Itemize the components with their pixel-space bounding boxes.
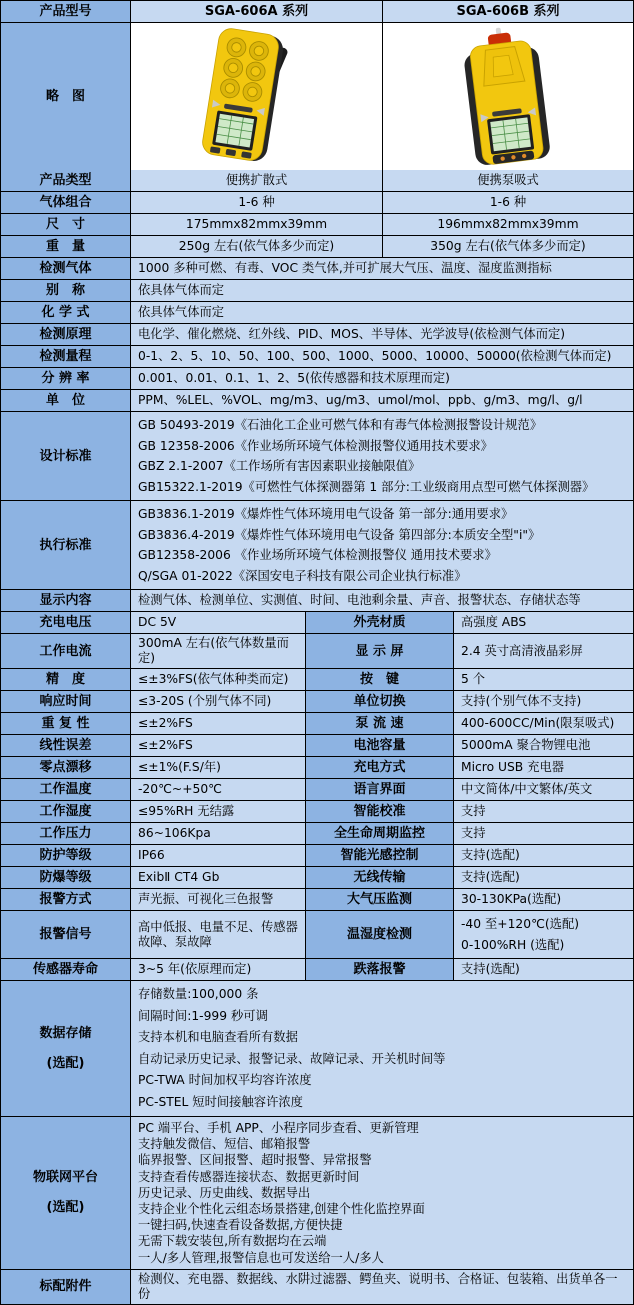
- label-line: 物联网平台: [32, 1170, 98, 1186]
- spec-value: 86~106Kpa: [130, 823, 305, 844]
- spec-label: 大气压监测: [305, 889, 453, 910]
- spec-row: [1, 346, 633, 368]
- spec-row-data-storage: [1, 981, 633, 1117]
- iot-line: 一人/多人管理,报警信息也可发送给一人/多人: [138, 1250, 384, 1265]
- spec-value-b: 便携泵吸式: [382, 170, 633, 191]
- spec-row: [1, 735, 633, 757]
- spec-label: 温湿度检测: [305, 911, 453, 958]
- spec-label: 单位切换: [305, 691, 453, 712]
- storage-line: PC-TWA 时间加权平均容许浓度: [138, 1073, 312, 1087]
- spec-row-sketch: [1, 23, 633, 170]
- spec-value-a: 便携扩散式: [130, 170, 382, 191]
- spec-label: 检测量程: [1, 346, 130, 367]
- spec-value: ≤±2%FS: [130, 735, 305, 756]
- model-a-title: SGA-606A 系列: [130, 1, 382, 22]
- spec-label: 电池容量: [305, 735, 453, 756]
- spec-label: 充电电压: [1, 612, 130, 633]
- spec-value: 检测仪、充电器、数据线、水阱过滤器、鳄鱼夹、说明书、合格证、包装箱、出货单各一份: [130, 1270, 633, 1304]
- value-line: 0-100%RH (选配): [461, 937, 565, 952]
- spec-label: 产品类型: [1, 170, 130, 191]
- spec-value: 5000mA 聚合物锂电池: [453, 735, 633, 756]
- spec-value: 电化学、催化燃烧、红外线、PID、MOS、半导体、光学波导(依检测气体而定): [130, 324, 633, 345]
- spec-value: [130, 981, 633, 1116]
- spec-label: 报警信号: [1, 911, 130, 958]
- spec-row: [1, 192, 633, 214]
- iot-line: 支持触发微信、短信、邮箱报警: [138, 1137, 311, 1152]
- storage-line: 间隔时间:1-999 秒可调: [138, 1008, 268, 1023]
- spec-value: 支持(选配): [453, 867, 633, 888]
- spec-row: [1, 634, 633, 669]
- spec-label: 执行标准: [1, 501, 130, 589]
- spec-row-accessories: [1, 1270, 633, 1304]
- spec-row: [1, 368, 633, 390]
- spec-value: 依具体气体而定: [130, 302, 633, 323]
- spec-label: 精 度: [1, 669, 130, 690]
- spec-value-b: 350g 左右(依气体多少而定): [382, 236, 633, 257]
- spec-value: ExibⅡ CT4 Gb: [130, 867, 305, 888]
- spec-label: 智能校准: [305, 801, 453, 822]
- spec-value: 2.4 英寸高清液晶彩屏: [453, 634, 633, 668]
- standard-line: GB3836.4-2019《爆炸性气体环境用电气设备 第四部分:本质安全型"i"》: [138, 527, 541, 542]
- spec-row: [1, 779, 633, 801]
- spec-label: [1, 981, 130, 1116]
- spec-value: 支持(选配): [453, 959, 633, 980]
- spec-value: ≤±2%FS: [130, 713, 305, 734]
- spec-label: 充电方式: [305, 757, 453, 778]
- spec-label: 产品型号: [1, 1, 130, 22]
- spec-label: 线性误差: [1, 735, 130, 756]
- storage-line: PC-STEL 短时间接触容许浓度: [138, 1094, 303, 1109]
- spec-label: 尺 寸: [1, 214, 130, 235]
- spec-row: [1, 324, 633, 346]
- storage-line: 存储数量:100,000 条: [138, 987, 259, 1001]
- iot-line: PC 端平台、手机 APP、小程序同步查看、更新管理: [138, 1121, 419, 1135]
- spec-value: 0-1、2、5、10、50、100、500、1000、5000、10000、50000(依检测气体而定): [130, 346, 633, 367]
- spec-row: [1, 280, 633, 302]
- spec-row: [1, 236, 633, 258]
- spec-value: 3~5 年(依原理而定): [130, 959, 305, 980]
- spec-value: 依具体气体而定: [130, 280, 633, 301]
- spec-value: 检测气体、检测单位、实测值、时间、电池剩余量、声音、报警状态、存储状态等: [130, 590, 633, 611]
- spec-label: 显示内容: [1, 590, 130, 611]
- spec-row-exec-standard: [1, 501, 633, 590]
- spec-value: [130, 412, 633, 500]
- spec-row: [1, 612, 633, 634]
- spec-label: 语言界面: [305, 779, 453, 800]
- spec-row: [1, 867, 633, 889]
- spec-value: 支持: [453, 801, 633, 822]
- value-line: -40 至+120℃(选配): [461, 917, 580, 931]
- spec-row-iot-platform: [1, 1117, 633, 1270]
- spec-label: 气体组合: [1, 192, 130, 213]
- spec-label: 泵 流 速: [305, 713, 453, 734]
- spec-row: [1, 302, 633, 324]
- standard-line: GB 12358-2006《作业场所环境气体检测报警仪通用技术要求》: [138, 438, 493, 453]
- spec-value-a: 250g 左右(依气体多少而定): [130, 236, 382, 257]
- spec-value: 400-600CC/Min(限泵吸式): [453, 713, 633, 734]
- spec-row: [1, 170, 633, 192]
- spec-label: 智能光感控制: [305, 845, 453, 866]
- spec-label: 化 学 式: [1, 302, 130, 323]
- iot-line: 历史记录、历史曲线、数据导出: [138, 1185, 311, 1200]
- spec-label: 分 辨 率: [1, 368, 130, 389]
- spec-row: [1, 713, 633, 735]
- spec-value: 300mA 左右(依气体数量而定): [130, 634, 305, 668]
- label-line: (选配): [46, 1056, 85, 1071]
- spec-value: [130, 1117, 633, 1269]
- iot-line: 支持查看传感器连接状态、数据更新时间: [138, 1169, 360, 1184]
- spec-value: [453, 911, 633, 958]
- spec-row: [1, 590, 633, 612]
- spec-label: 工作电流: [1, 634, 130, 668]
- spec-label: 零点漂移: [1, 757, 130, 778]
- device-a-image: [130, 23, 382, 170]
- spec-value: Micro USB 充电器: [453, 757, 633, 778]
- gas-detector-a-illustration: [133, 25, 380, 168]
- spec-value: 中文简体/中文繁体/英文: [453, 779, 633, 800]
- spec-value-a: 175mmx82mmx39mm: [130, 214, 382, 235]
- spec-label: 防护等级: [1, 845, 130, 866]
- spec-value-a: 1-6 种: [130, 192, 382, 213]
- standard-line: GB 50493-2019《石油化工企业可燃气体和有毒气体检测报警设计规范》: [138, 418, 543, 432]
- spec-label: 按 键: [305, 669, 453, 690]
- model-b-title: SGA-606B 系列: [382, 1, 633, 22]
- standard-line: Q/SGA 01-2022《深国安电子科技有限公司企业执行标准》: [138, 568, 467, 583]
- spec-row: [1, 390, 633, 412]
- spec-value: ≤±1%(F.S/年): [130, 757, 305, 778]
- standard-line: GB15322.1-2019《可燃性气体探测器第 1 部分:工业级商用点型可燃气体探测器》: [138, 479, 595, 494]
- spec-row: [1, 214, 633, 236]
- spec-label: 重 复 性: [1, 713, 130, 734]
- spec-value-b: 196mmx82mmx39mm: [382, 214, 633, 235]
- spec-label: 外壳材质: [305, 612, 453, 633]
- spec-label: [1, 1117, 130, 1269]
- spec-label: 报警方式: [1, 889, 130, 910]
- gas-detector-b-illustration: [385, 25, 631, 168]
- spec-label: 标配附件: [1, 1270, 130, 1304]
- spec-row: [1, 691, 633, 713]
- spec-label: 工作压力: [1, 823, 130, 844]
- spec-label: 无线传输: [305, 867, 453, 888]
- spec-value: PPM、%LEL、%VOL、mg/m3、ug/m3、umol/mol、ppb、g/m3、mg/l、g/l: [130, 390, 633, 411]
- storage-line: 支持本机和电脑查看所有数据: [138, 1030, 298, 1044]
- spec-label: 工作湿度: [1, 801, 130, 822]
- device-b-image: [382, 23, 633, 170]
- spec-row: [1, 669, 633, 691]
- spec-row: [1, 823, 633, 845]
- iot-line: 支持企业个性化云组态场景搭建,创建个性化监控界面: [138, 1202, 425, 1217]
- label-line: 数据存储: [39, 1026, 92, 1041]
- spec-value: [130, 501, 633, 589]
- spec-row: [1, 801, 633, 823]
- spec-value: 支持(个别气体不支持): [453, 691, 633, 712]
- spec-value-b: 1-6 种: [382, 192, 633, 213]
- spec-value: 5 个: [453, 669, 633, 690]
- spec-label: 防爆等级: [1, 867, 130, 888]
- spec-value: 声光振、可视化三色报警: [130, 889, 305, 910]
- spec-row-design-standard: [1, 412, 633, 501]
- spec-row: [1, 258, 633, 280]
- spec-label: 重 量: [1, 236, 130, 257]
- spec-label: 检测原理: [1, 324, 130, 345]
- spec-value: -20℃~+50℃: [130, 779, 305, 800]
- iot-line: 一键扫码,快速查看设备数据,方便快捷: [138, 1218, 343, 1233]
- spec-value: 支持: [453, 823, 633, 844]
- spec-row: [1, 845, 633, 867]
- spec-label: 工作温度: [1, 779, 130, 800]
- spec-label: 略 图: [1, 23, 130, 170]
- spec-value: DC 5V: [130, 612, 305, 633]
- standard-line: GB3836.1-2019《爆炸性气体环境用电气设备 第一部分:通用要求》: [138, 507, 514, 521]
- spec-label: 设计标准: [1, 412, 130, 500]
- spec-value: 支持(选配): [453, 845, 633, 866]
- spec-value: 30-130KPa(选配): [453, 889, 633, 910]
- iot-line: 无需下载安装包,所有数据均在云端: [138, 1234, 327, 1249]
- spec-value: ≤3-20S (个别气体不同): [130, 691, 305, 712]
- spec-row-alarm-signal: [1, 911, 633, 959]
- standard-line: GBZ 2.1-2007《工作场所有害因素职业接触限值》: [138, 459, 421, 473]
- spec-label: 别 称: [1, 280, 130, 301]
- label-line: (选配): [46, 1200, 85, 1216]
- spec-value: 0.001、0.01、0.1、1、2、5(依传感器和技术原理而定): [130, 368, 633, 389]
- standard-line: GB12358-2006 《作业场所环境气体检测报警仪 通用技术要求》: [138, 548, 497, 562]
- spec-label: 显 示 屏: [305, 634, 453, 668]
- spec-row: [1, 959, 633, 981]
- spec-value: 高中低报、电量不足、传感器故障、泵故障: [130, 911, 305, 958]
- storage-line: 自动记录历史记录、报警记录、故障记录、开关机时间等: [138, 1051, 446, 1066]
- spec-label: 跌落报警: [305, 959, 453, 980]
- spec-label: 全生命周期监控: [305, 823, 453, 844]
- spec-row-model: [1, 1, 633, 23]
- spec-label: 单 位: [1, 390, 130, 411]
- spec-value: ≤±3%FS(依气体种类而定): [130, 669, 305, 690]
- spec-value: ≤95%RH 无结露: [130, 801, 305, 822]
- spec-label: 响应时间: [1, 691, 130, 712]
- iot-line: 临界报警、区间报警、超时报警、异常报警: [138, 1153, 372, 1168]
- spec-value: IP66: [130, 845, 305, 866]
- spec-row: [1, 889, 633, 911]
- spec-value: 高强度 ABS: [453, 612, 633, 633]
- spec-label: 检测气体: [1, 258, 130, 279]
- spec-label: 传感器寿命: [1, 959, 130, 980]
- spec-row: [1, 757, 633, 779]
- spec-value: 1000 多种可燃、有毒、VOC 类气体,并可扩展大气压、温度、湿度监测指标: [130, 258, 633, 279]
